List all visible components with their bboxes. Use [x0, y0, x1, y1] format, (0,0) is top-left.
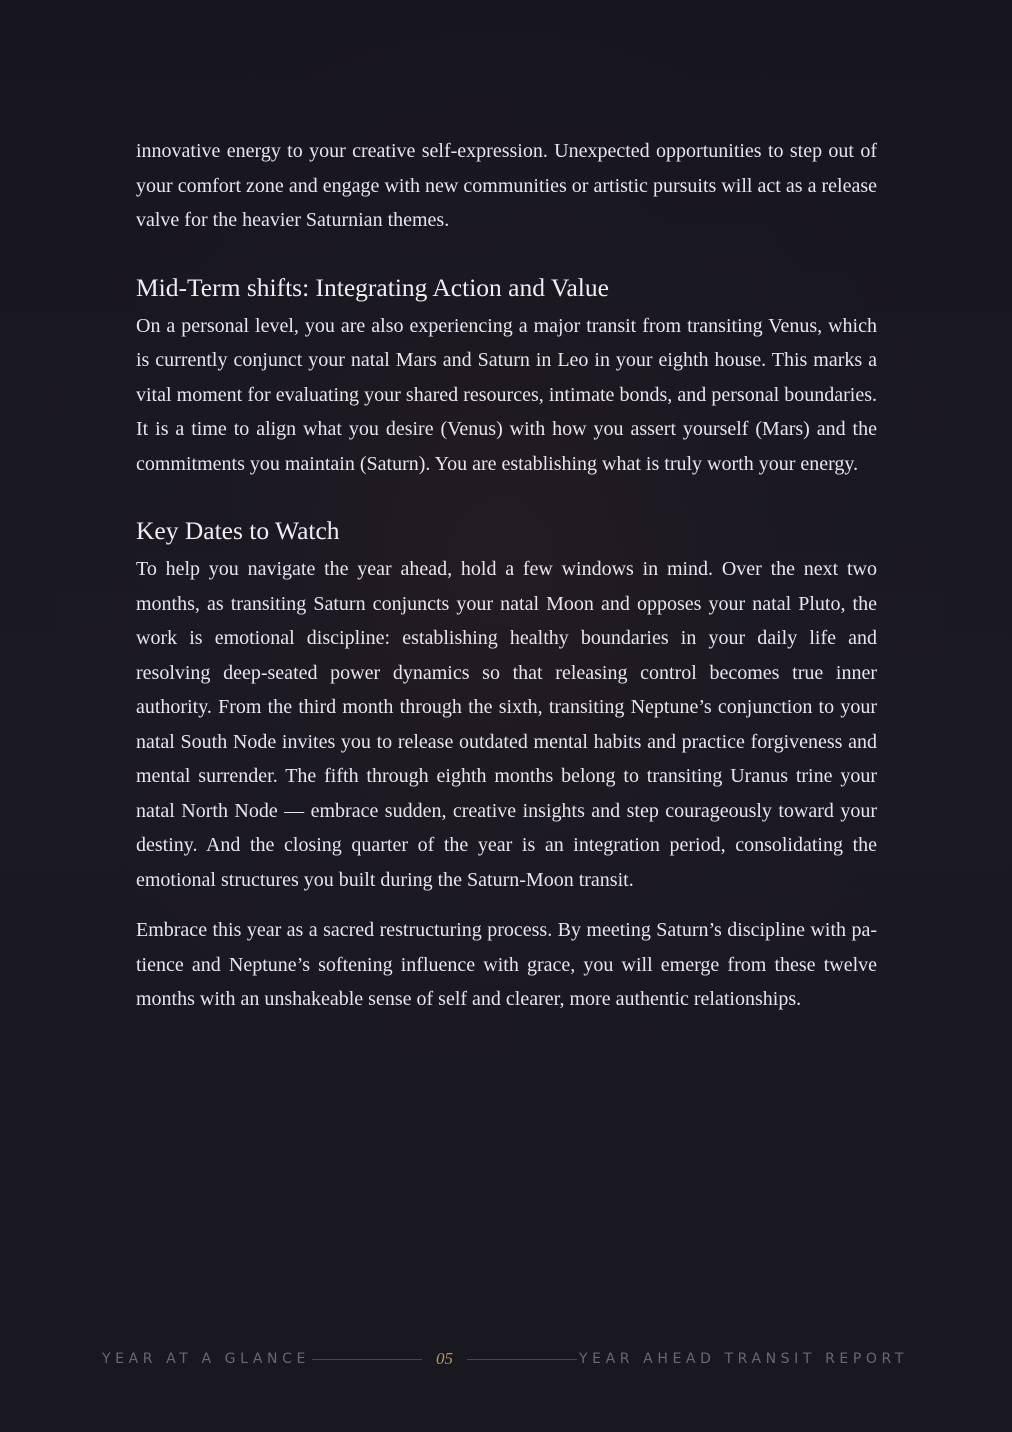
midterm-heading: Mid-Term shifts: Integrating Action and Value [136, 272, 609, 302]
footer-rule-left [312, 1359, 422, 1360]
midterm-paragraph: On a personal level, you are also experiencing a major transit from transiting Venus, which is currently conjunct your natal Mars and Saturn in Leo in your eighth house. This marks a vital moment for evaluating your shared resources, intimate bonds, and personal boundaries. It is a time to align what you desire (Venus) with how you assert yourself (Mars) and the commitments you maintain (Saturn). You are establishing what is truly worth your energy. [136, 314, 877, 475]
keydates-paragraph: To help you navigate the year ahead, hold a few windows in mind. Over the next two months, as transiting Saturn conjuncts your natal Moon and opposes your natal Pluto, the work is emotional discipline: establishing healthy boundaries in your daily life and resolving deep-seated power dynamics so that releasing control becomes true inner authority. From the third month through the sixth, transiting Neptune’s conjunction to your natal South Node invites you to release outdated mental habits and practice forgiveness and mental surrender. The fifth through eighth months belong to transiting Uranus trine your natal North Node — embrace sudden, creative insights and step courageously toward your destiny. And the closing quarter of the year is an integration period, consolidating the emotional structures you built during the Saturn-Moon transit. [136, 558, 877, 891]
footer-rule-right [467, 1359, 577, 1360]
page-number: 05 [435, 1349, 453, 1368]
footer-section-label: YEAR AT A GLANCE [102, 1351, 310, 1367]
page-footer [102, 1347, 908, 1371]
intro-paragraph: innovative energy to your creative self-expression. Unexpected opportunities to step out of your comfort zone and engage with new communities or artistic pursuits will act as a release valve for the heavier Saturnian themes. [136, 140, 877, 231]
closing-paragraph: Embrace this year as a sacred restructuring process. By meeting Saturn’s discipline with patience and Neptune’s softening influence with grace, you will emerge from these twelve months with an unshakeable sense of self and clearer, more authentic relationships. [136, 919, 877, 1010]
footer-report-title: YEAR AHEAD TRANSIT REPORT [579, 1351, 909, 1367]
page-content [136, 134, 877, 1017]
keydates-heading: Key Dates to Watch [136, 516, 340, 545]
